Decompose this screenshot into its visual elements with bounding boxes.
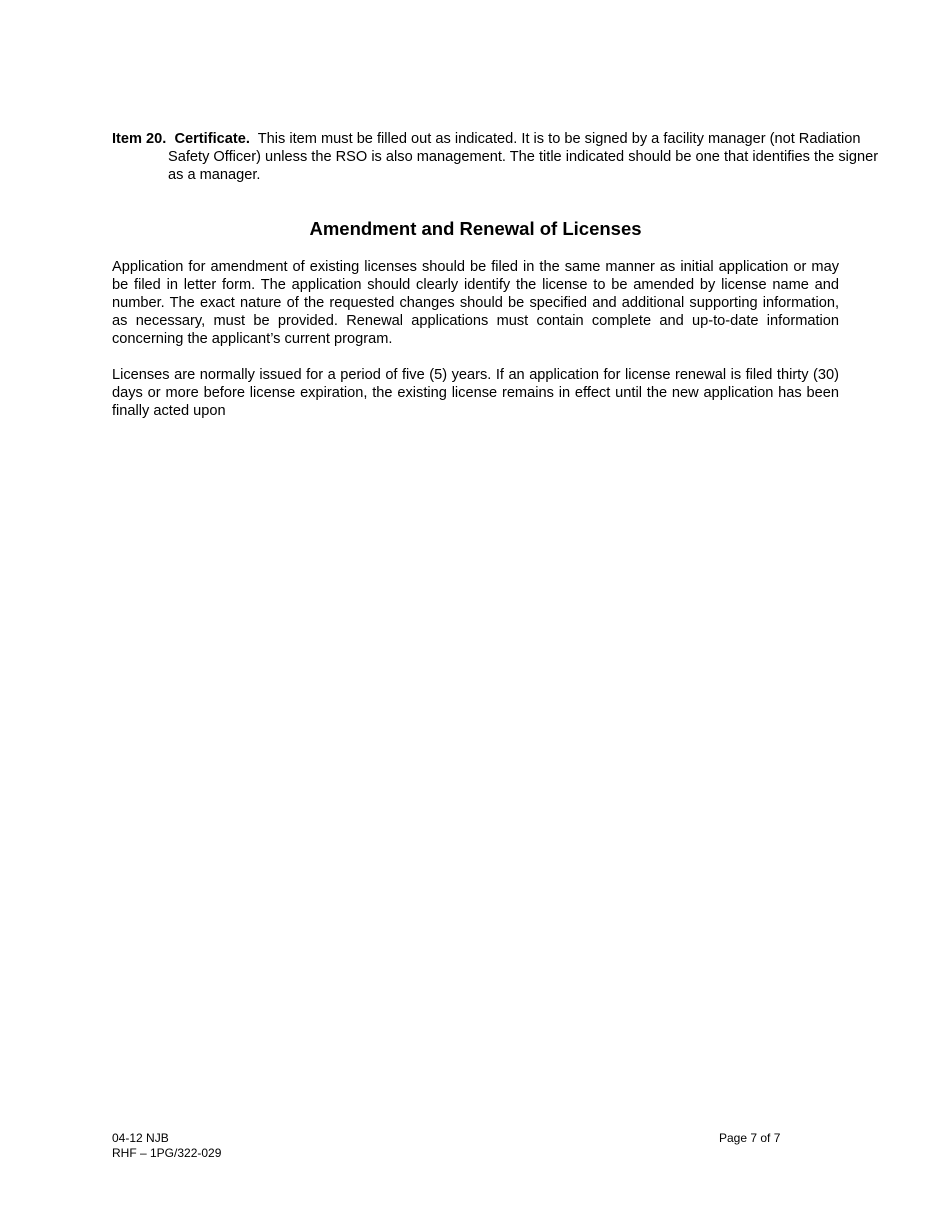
item-20-label: Item 20. (112, 131, 167, 147)
amendment-paragraph: Application for amendment of existing licenses should be filed in the same manner as initial application or may be filed in letter form. The application should clearly identify the license to be amended by license name and number. The exact nature of the requested changes should be specified and additional supporting information, as necessary, must be provided. Renewal applications must contain complete and up-to-date information concerning the applicant’s current program. (112, 259, 839, 347)
section-heading: Amendment and Renewal of Licenses (309, 218, 642, 239)
item-20-text: This item must be filled out as indicated. It is to be signed by a facility manager (not Radiation Safety Officer) unless the RSO is also management. The title indicated should be one that identifies the signer as a manager. (168, 131, 879, 183)
footer-form-date: 04-12 NJB (112, 1131, 169, 1145)
renewal-paragraph: Licenses are normally issued for a period of five (5) years. If an application for license renewal is filed thirty (30) days or more before license expiration, the existing license remains in effect until the new application has been finally acted upon (112, 367, 839, 419)
page-number: Page 7 of 7 (719, 1131, 781, 1145)
item-20-title: Certificate. (174, 131, 250, 147)
footer-form-id: RHF – 1PG/322-029 (112, 1145, 222, 1160)
item-20 (112, 130, 895, 184)
footer-form-info (112, 1131, 221, 1160)
